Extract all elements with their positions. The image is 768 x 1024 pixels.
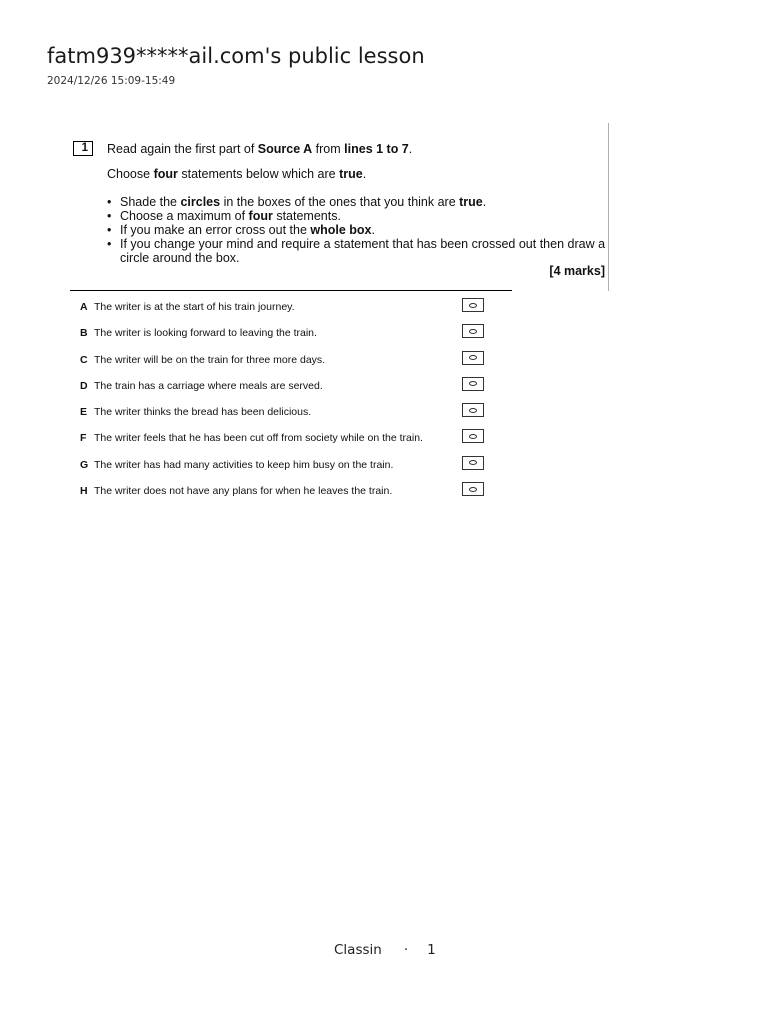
question-number: 1 bbox=[73, 141, 93, 156]
instruction-item bbox=[107, 237, 610, 265]
instruction-bold: four bbox=[248, 209, 273, 223]
option-text: The writer is looking forward to leaving the train. bbox=[94, 327, 317, 340]
option-text: The writer will be on the train for three more days. bbox=[94, 353, 326, 366]
option-letter: B bbox=[80, 327, 88, 340]
answer-circle-icon bbox=[469, 487, 477, 492]
instruction-text: . bbox=[482, 195, 487, 209]
question-intro bbox=[107, 142, 412, 156]
answer-circle-icon bbox=[469, 460, 477, 465]
option-text: The writer does not have any plans for when he leaves the train. bbox=[94, 485, 393, 498]
instruction-bold: true bbox=[459, 195, 483, 209]
option-text: The writer feels that he has been cut off from society while on the train. bbox=[94, 432, 423, 445]
instruction-item bbox=[107, 223, 610, 237]
answer-checkbox[interactable] bbox=[462, 298, 484, 312]
lesson-time: 2024/12/26 15:09-15:49 bbox=[47, 75, 176, 87]
instruction-item bbox=[107, 209, 610, 223]
choose-bold-true: true bbox=[339, 167, 363, 181]
answer-circle-icon bbox=[469, 381, 477, 386]
instruction-bold: whole box bbox=[310, 223, 372, 237]
answer-checkbox[interactable] bbox=[462, 351, 484, 365]
page-footer bbox=[334, 942, 436, 958]
option-text: The writer is at the start of his train journey. bbox=[94, 301, 295, 313]
answer-circle-icon bbox=[469, 408, 477, 413]
answer-circle-icon bbox=[469, 355, 477, 360]
answer-circle-icon bbox=[469, 329, 477, 334]
option-letter: H bbox=[80, 485, 88, 498]
option-letter: G bbox=[80, 458, 89, 471]
option-letter: E bbox=[80, 406, 88, 419]
option-row bbox=[80, 324, 486, 350]
instruction-list bbox=[107, 195, 610, 265]
instruction-text: If you change your mind and require a statement that has been crossed out then draw a circle around the box. bbox=[120, 237, 606, 265]
intro-bold-lines: lines 1 to 7 bbox=[344, 142, 409, 156]
footer-page-number: 1 bbox=[427, 942, 436, 958]
answer-checkbox[interactable] bbox=[462, 482, 484, 496]
option-row bbox=[80, 456, 486, 482]
answer-circle-icon bbox=[469, 434, 477, 439]
instruction-item bbox=[107, 195, 610, 209]
instruction-text: in the boxes of the ones that you think are bbox=[220, 195, 460, 209]
option-row bbox=[80, 377, 486, 403]
intro-text-1: Read again the first part of bbox=[107, 142, 258, 156]
option-row bbox=[80, 351, 486, 377]
choose-text-3: . bbox=[362, 167, 367, 181]
option-text: The writer has had many activities to keep him busy on the train. bbox=[94, 458, 394, 471]
instruction-text: . bbox=[371, 223, 375, 237]
question-choose bbox=[107, 167, 366, 181]
marks-label: [4 marks] bbox=[549, 264, 605, 278]
instruction-text: statements. bbox=[272, 209, 341, 223]
option-text: The writer thinks the bread has been delicious. bbox=[94, 406, 312, 419]
option-row bbox=[80, 298, 486, 324]
instruction-text: Shade the bbox=[120, 195, 181, 209]
intro-bold-source: Source A bbox=[257, 142, 313, 156]
section-divider bbox=[70, 290, 512, 291]
instruction-bold: circles bbox=[180, 195, 221, 209]
answer-checkbox[interactable] bbox=[462, 456, 484, 470]
answer-checkbox[interactable] bbox=[462, 403, 484, 417]
answer-checkbox[interactable] bbox=[462, 429, 484, 443]
option-letter: F bbox=[80, 432, 87, 445]
lesson-title: fatm939*****ail.com's public lesson bbox=[47, 44, 425, 68]
choose-text-1: Choose bbox=[107, 167, 154, 181]
option-row bbox=[80, 482, 486, 508]
intro-text-3: . bbox=[408, 142, 413, 156]
intro-text-2: from bbox=[312, 142, 345, 156]
answer-circle-icon bbox=[469, 303, 477, 308]
answer-checkbox[interactable] bbox=[462, 377, 484, 391]
option-letter: C bbox=[80, 353, 88, 366]
option-text: The train has a carriage where meals are served. bbox=[94, 379, 323, 392]
option-letter: D bbox=[80, 379, 88, 392]
choose-bold-four: four bbox=[153, 167, 178, 181]
footer-separator: · bbox=[403, 942, 409, 958]
instruction-text: If you make an error cross out the bbox=[120, 223, 311, 237]
option-row bbox=[80, 403, 486, 429]
choose-text-2: statements below which are bbox=[177, 167, 340, 181]
answer-checkbox[interactable] bbox=[462, 324, 484, 338]
footer-brand: Classin bbox=[334, 942, 382, 958]
option-letter: A bbox=[80, 301, 88, 313]
answer-options bbox=[80, 298, 486, 508]
instruction-text: Choose a maximum of bbox=[120, 209, 249, 223]
option-row bbox=[80, 429, 486, 455]
